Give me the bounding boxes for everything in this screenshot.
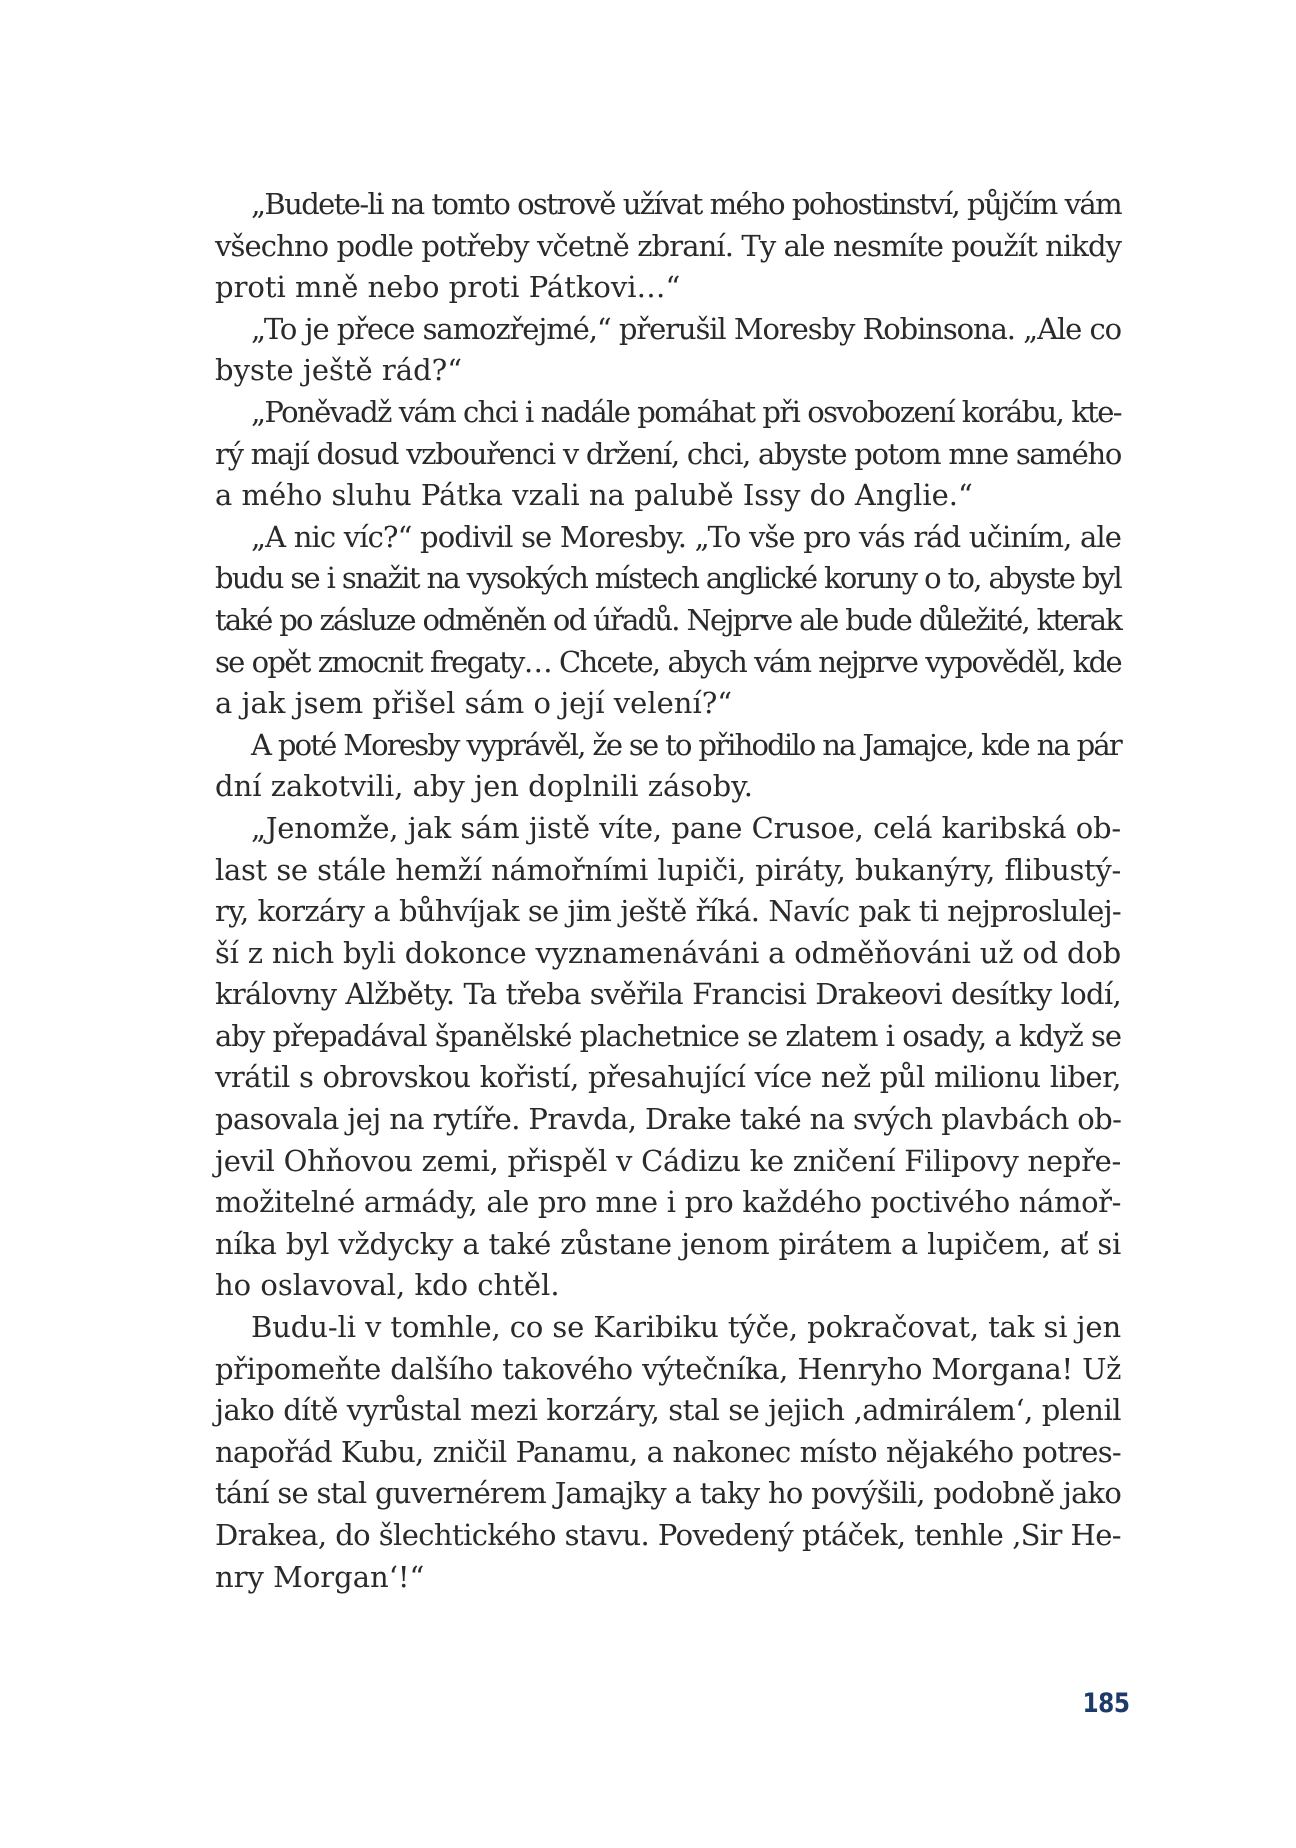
text-line: „Poněvadž vám chci i nadále pomáhat při osvobození korábu, kte- [251,394,1121,429]
text-line: Budu-li v tomhle, co se Karibiku týče, pokračovat, tak si jen [251,1310,1122,1345]
text-line: nry Morgan‘!“ [215,1559,425,1594]
text-line: „Jenomže, jak sám jistě víte, pane Crusoe, celá karibská ob- [251,810,1121,845]
text-line: a jak jsem přišel sám o její velení?“ [215,686,733,721]
text-line: „To je přece samozřejmé,“ přerušil Moresby Robinsona. „Ale co [251,311,1121,346]
text-line: připomeňte dalšího takového výtečníka, Henryho Morgana! Už [215,1351,1121,1386]
text-line: možitelné armády, ale pro mne i pro každého poctivého námoř- [215,1185,1121,1220]
text-line: níka byl vždycky a také zůstane jenom pirátem a lupičem, ať si [215,1226,1121,1261]
paragraph-3 [215,392,1121,517]
paragraph-2 [215,309,1121,392]
text-line: napořád Kubu, zničil Panamu, a nakonec místo nějakého potres- [215,1434,1121,1469]
text-line: byste ještě rád?“ [215,353,463,388]
text-line: „Budete-li na tomto ostrově užívat mého pohostinství, půjčím vám [251,187,1121,221]
text-line: rý mají dosud vzbouřenci v držení, chci, abyste potom mne samého [215,436,1121,471]
text-line: jako dítě vyrůstal mezi korzáry, stal se jejich ‚admirálem‘, plenil [215,1393,1121,1428]
paragraph-7 [215,1307,1121,1598]
text-line: pasovala jej na rytíře. Pravda, Drake také na svých plavbách ob- [215,1102,1122,1137]
text-line: ry, korzáry a bůhvíjak se jim ještě říká. Navíc pak ti nejproslulej- [215,894,1121,929]
text-line: všechno podle potřeby včetně zbraní. Ty ale nesmíte použít nikdy [215,228,1122,263]
text-line: se opět zmocnit fregaty… Chcete, abych vám nejprve vypověděl, kde [215,644,1121,679]
paragraph-1 [215,184,1121,309]
text-line: Drakea, do šlechtického stavu. Povedený ptáček, tenhle ‚Sir He- [215,1518,1121,1552]
text-line: budu se i snažit na vysokých místech anglické koruny o to, abyste byl [215,561,1121,596]
paragraph-4 [215,517,1121,725]
text-line: také po zásluze odměněn od úřadů. Nejprve ale bude důležité, kterak [215,602,1121,637]
body-text [215,184,1121,1598]
text-line: vrátil s obrovskou kořistí, přesahující více než půl milionu liber, [215,1060,1121,1095]
text-line: aby přepadával španělské plachetnice se zlatem i osady, a když se [215,1018,1121,1053]
text-line: jevil Ohňovou zemi, přispěl v Cádizu ke zničení Filipovy nepře- [215,1143,1121,1178]
text-line: „A nic víc?“ podivil se Moresby. „To vše pro vás rád učiním, ale [251,519,1121,554]
paragraph-5 [215,725,1121,808]
text-line: královny Alžběty. Ta třeba svěřila Francisi Drakeovi desítky lodí, [215,977,1121,1012]
page-number: 185 [1082,1688,1130,1719]
paragraph-6 [215,808,1121,1307]
text-line: ho oslavoval, kdo chtěl. [215,1268,560,1303]
text-line: ší z nich byli dokonce vyznamenáváni a odměňováni už od dob [215,935,1121,970]
text-line: tání se stal guvernérem Jamajky a taky ho povýšili, podobně jako [215,1476,1121,1511]
text-line: proti mně nebo proti Pátkovi…“ [215,270,681,305]
text-line: a mého sluhu Pátka vzali na palubě Issy do Anglie.“ [215,478,973,513]
text-line: A poté Moresby vyprávěl, že se to přihodilo na Jamajce, kde na pár [251,727,1121,762]
text-line: last se stále hemží námořními lupiči, piráty, bukanýry, flibustý- [215,852,1121,887]
text-line: dní zakotvili, aby jen doplnili zásoby. [215,769,753,804]
